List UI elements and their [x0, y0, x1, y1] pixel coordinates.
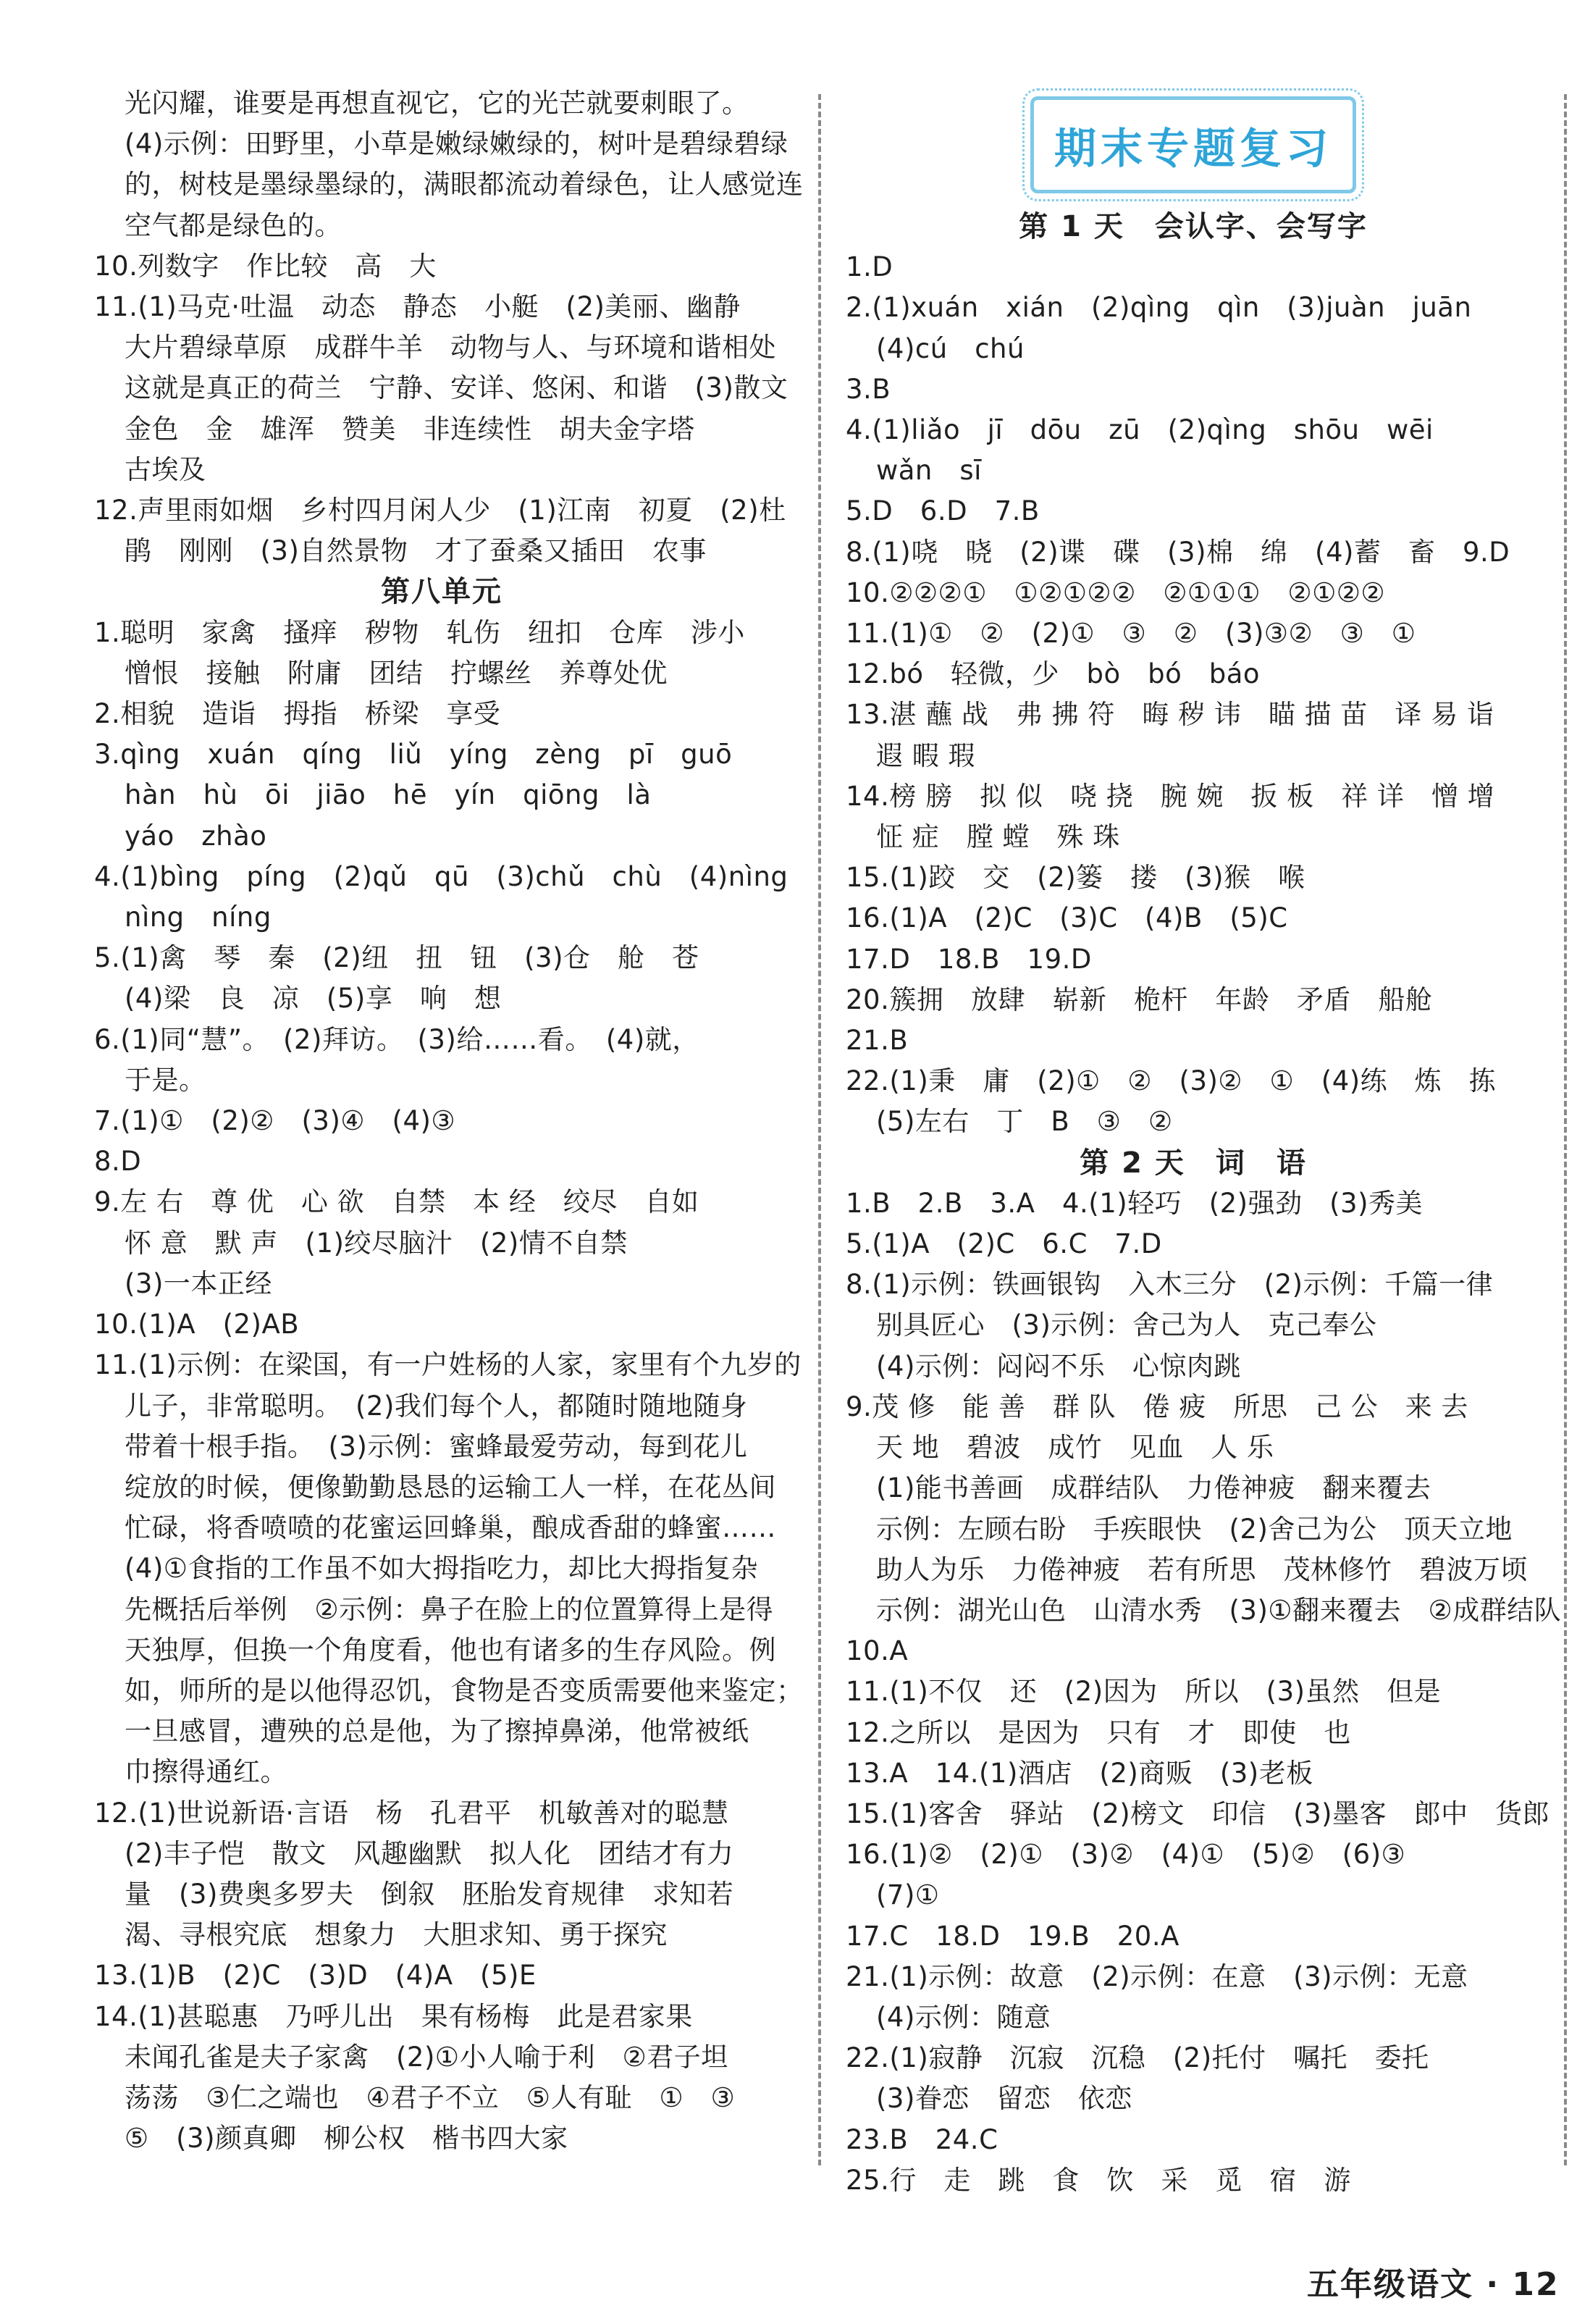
answer-line: 天 地 碧波 成竹 见血 人 乐: [876, 1432, 1274, 1464]
answer-line: 天独厚，但换一个角度看，他也有诸多的生存风险。例: [125, 1634, 776, 1666]
answer-line: 金色 金 雄浑 赞美 非连续性 胡夫金字塔: [125, 413, 695, 445]
section-heading: 第 2 天 词 语: [1080, 1146, 1307, 1180]
answer-line: hàn hù ōi jiāo hē yín qiōng là: [125, 779, 652, 811]
answer-line: 光闪耀，谁要是再想直视它，它的光芒就要刺眼了。: [125, 88, 749, 119]
answer-line: 25.行 走 跳 食 饮 采 觅 宿 游: [846, 2164, 1351, 2196]
answer-line: 2.相貌 造诣 拇指 桥梁 享受: [94, 698, 501, 730]
answer-line: 10.列数字 作比较 高 大: [94, 250, 437, 282]
answer-line: 助人为乐 力倦神疲 若有所思 茂林修竹 碧波万顷: [876, 1553, 1528, 1585]
answer-line: (1)能书善画 成群结队 力倦神疲 翻来覆去: [876, 1472, 1431, 1504]
page-footer: 五年级语文 · 12: [1307, 2266, 1560, 2303]
answer-line: 4.(1)bìng píng (2)qǔ qū (3)chǔ chù (4)nìng: [94, 860, 788, 892]
answer-line: 10.(1)A (2)AB: [94, 1309, 300, 1341]
left-answer-column: [94, 83, 804, 2159]
answer-line: 5.(1)A (2)C 6.C 7.D: [846, 1228, 1162, 1260]
section-heading: 第八单元: [381, 575, 502, 609]
banner-frame: [1030, 96, 1356, 193]
answer-line: 22.(1)秉 庸 (2)① ② (3)② ① (4)练 炼 拣: [846, 1065, 1497, 1097]
answer-line: 示例：湖光山色 山清水秀 (3)①翻来覆去 ②成群结队: [876, 1594, 1562, 1626]
answer-line: 渴、寻根究底 想象力 大胆求知、勇于探究: [125, 1919, 668, 1951]
answer-line: 一旦感冒，遭殃的总是他，为了擦掉鼻涕，他常被纸: [125, 1716, 749, 1748]
answer-line: 示例：左顾右盼 手疾眼快 (2)舍己为公 顶天立地: [876, 1513, 1513, 1545]
answer-line: 5.D 6.D 7.B: [846, 495, 1040, 527]
answer-line: (4)示例：田野里，小草是嫩绿嫩绿的，树叶是碧绿碧绿: [125, 128, 788, 160]
answer-line: 绽放的时候，便像勤勤恳恳的运输工人一样，在花丛间: [125, 1471, 776, 1503]
answer-line: 12.之所以 是因为 只有 才 即使 也: [846, 1716, 1351, 1748]
answer-line: 巾擦得通红。: [125, 1756, 287, 1788]
answer-line: 儿子，非常聪明。 (2)我们每个人，都随时随地随身: [125, 1390, 748, 1422]
right-answer-lines: [846, 206, 1562, 2201]
answer-line: 10.②②②① ①②①②② ②①①① ②①②②: [846, 576, 1386, 608]
answer-line: 3.qìng xuán qíng liǔ yíng zèng pī guō: [94, 739, 733, 771]
answer-line: 8.(1)示例：铁画银钩 入木三分 (2)示例：千篇一律: [846, 1269, 1494, 1301]
answer-line: 忙碌，将香喷喷的花蜜运回蜂巢，酿成香甜的蜂蜜……: [125, 1512, 776, 1544]
answer-line: 古埃及: [125, 453, 206, 485]
answer-line: 5.(1)禽 琴 秦 (2)纽 扭 钮 (3)仓 舱 苍: [94, 942, 699, 974]
answer-line: 1.B 2.B 3.A 4.(1)轻巧 (2)强劲 (3)秀美: [846, 1187, 1423, 1219]
answer-line: nìng níng: [125, 902, 272, 934]
answer-line: 鹃 刚刚 (3)自然景物 才了蚕桑又插田 农事: [125, 535, 707, 567]
answer-line: 11.(1)马克·吐温 动态 静态 小艇 (2)美丽、幽静: [94, 291, 741, 323]
answer-line: 1.聪明 家禽 搔痒 秽物 轧伤 纽扣 仓库 涉小: [94, 616, 745, 648]
answer-line: (4)示例：闷闷不乐 心惊肉跳: [876, 1350, 1241, 1382]
answer-line: 未闻孔雀是夫子家禽 (2)①小人喻于利 ②君子坦: [125, 2041, 728, 2073]
answer-line: 7.(1)① (2)② (3)④ (4)③: [94, 1105, 456, 1137]
answer-line: 17.D 18.B 19.D: [846, 943, 1092, 975]
answer-line: 带着十根手指。 (3)示例：蜜蜂最爱劳动，每到花儿: [125, 1430, 748, 1462]
answer-line: (5)左右 丁 B ③ ②: [876, 1106, 1173, 1138]
edge-divider: [1564, 94, 1567, 2165]
answer-line: 于是。: [125, 1064, 206, 1096]
answer-line: 8.D: [94, 1146, 142, 1178]
answer-line: (7)①: [876, 1879, 940, 1911]
answer-line: 21.B: [846, 1025, 909, 1057]
answer-line: 空气都是绿色的。: [125, 209, 342, 241]
answer-line: 13.(1)B (2)C (3)D (4)A (5)E: [94, 1960, 537, 1992]
answer-line: 憎恨 接触 附庸 团结 拧螺丝 养尊处优: [125, 657, 668, 689]
answer-line: 8.(1)哓 晓 (2)谍 碟 (3)棉 绵 (4)蓄 畜 9.D: [846, 536, 1510, 568]
answer-line: 14.榜 膀 拟 似 哓 挠 腕 婉 扳 板 祥 详 憎 增: [846, 780, 1495, 812]
answer-line: (2)丰子恺 散文 风趣幽默 拟人化 团结才有力: [125, 1837, 734, 1869]
answer-line: 12.bó 轻微，少 bò bó báo: [846, 658, 1261, 690]
answer-line: wǎn sī: [876, 455, 982, 487]
answer-line: 13.A 14.(1)酒店 (2)商贩 (3)老板: [846, 1757, 1313, 1789]
answer-line: 14.(1)甚聪惠 乃呼儿出 果有杨梅 此是君家果: [94, 2000, 693, 2032]
answer-line: 这就是真正的荷兰 宁静、安详、悠闲、和谐 (3)散文: [125, 372, 788, 404]
answer-line: 21.(1)示例：故意 (2)示例：在意 (3)示例：无意: [846, 1960, 1468, 1992]
answer-line: 17.C 18.D 19.B 20.A: [846, 1920, 1179, 1952]
answer-line: 如，师所的是以他得忍饥，食物是否变质需要他来鉴定；: [125, 1674, 804, 1706]
answer-line: 16.(1)A (2)C (3)C (4)B (5)C: [846, 902, 1288, 934]
answer-line: yáo zhào: [125, 820, 267, 852]
answer-line: 15.(1)客舍 驿站 (2)榜文 印信 (3)墨客 郎中 货郎: [846, 1797, 1550, 1829]
answer-line: 11.(1)示例：在梁国，有一户姓杨的人家，家里有个九岁的: [94, 1349, 802, 1381]
banner-title: 期末专题复习: [1054, 124, 1332, 173]
answer-line: 1.D: [846, 251, 893, 283]
column-divider: [818, 94, 821, 2165]
answer-line: 9.茂 修 能 善 群 队 倦 疲 所思 己 公 来 去: [846, 1390, 1468, 1422]
answer-line: 15.(1)跤 交 (2)篓 搂 (3)猴 喉: [846, 862, 1305, 894]
section-heading: 第 1 天 会认字、会写字: [1019, 210, 1368, 243]
answer-line: (3)眷恋 留恋 依恋: [876, 2083, 1132, 2115]
answer-line: 先概括后举例 ②示例：鼻子在脸上的位置算得上是得: [125, 1593, 774, 1625]
answer-line: 9.左 右 尊 优 心 欲 自禁 本 经 绞尽 自如: [94, 1186, 699, 1218]
answer-line: 怀 意 默 声 (1)绞尽脑汁 (2)情不自禁: [125, 1227, 628, 1259]
answer-line: 6.(1)同“慧”。 (2)拜访。 (3)给……看。 (4)就，: [94, 1023, 699, 1055]
section-banner: [846, 83, 1541, 206]
answer-line: (4)①食指的工作虽不如大拇指吃力，却比大拇指复杂: [125, 1553, 759, 1585]
answer-line: 11.(1)不仅 还 (2)因为 所以 (3)虽然 但是: [846, 1676, 1442, 1708]
answer-line: 16.(1)② (2)① (3)② (4)① (5)② (6)③: [846, 1839, 1406, 1871]
answer-line: 荡荡 ③仁之端也 ④君子不立 ⑤人有耻 ① ③: [125, 2081, 736, 2113]
answer-line: (4)示例：随意: [876, 2001, 1051, 2033]
answer-line: ⑤ (3)颜真卿 柳公权 楷书四大家: [125, 2123, 568, 2155]
answer-line: 12.(1)世说新语·言语 杨 孔君平 机敏善对的聪慧: [94, 1797, 729, 1829]
answer-line: 23.B 24.C: [846, 2123, 998, 2155]
answer-line: 遐 暇 瑕: [876, 739, 976, 771]
answer-line: (3)一本正经: [125, 1267, 272, 1299]
answer-line: 11.(1)① ② (2)① ③ ② (3)③② ③ ①: [846, 618, 1416, 650]
answer-line: 2.(1)xuán xián (2)qìng qìn (3)juàn juān: [846, 292, 1472, 324]
answer-line: 13.湛 蘸 战 弗 拂 符 晦 秽 讳 瞄 描 苗 译 易 诣: [846, 699, 1494, 731]
answer-line: 别具匠心 (3)示例：舍己为人 克己奉公: [876, 1309, 1377, 1341]
answer-line: 量 (3)费奥多罗夫 倒叙 胚胎发育规律 求知若: [125, 1878, 734, 1910]
answer-line: (4)cú chú: [876, 332, 1025, 364]
answer-line: (4)梁 良 凉 (5)享 响 想: [125, 983, 502, 1015]
answer-line: 大片碧绿草原 成群牛羊 动物与人、与环境和谐相处: [125, 332, 776, 364]
answer-line: 12.声里雨如烟 乡村四月闲人少 (1)江南 初夏 (2)杜: [94, 495, 786, 527]
answer-line: 怔 症 膛 螳 殊 珠: [876, 821, 1120, 853]
answer-line: 4.(1)liǎo jī dōu zū (2)qìng shōu wēi: [846, 414, 1434, 446]
answer-line: 3.B: [846, 373, 891, 405]
right-answer-column: [846, 83, 1562, 2201]
answer-line: 22.(1)寂静 沉寂 沉稳 (2)托付 嘱托 委托: [846, 2042, 1429, 2074]
answer-line: 10.A: [846, 1635, 909, 1667]
answer-line: 的，树枝是墨绿墨绿的，满眼都流动着绿色，让人感觉连: [125, 169, 804, 201]
answer-line: 20.簇拥 放肆 崭新 桅杆 年龄 矛盾 船舱: [846, 983, 1433, 1015]
